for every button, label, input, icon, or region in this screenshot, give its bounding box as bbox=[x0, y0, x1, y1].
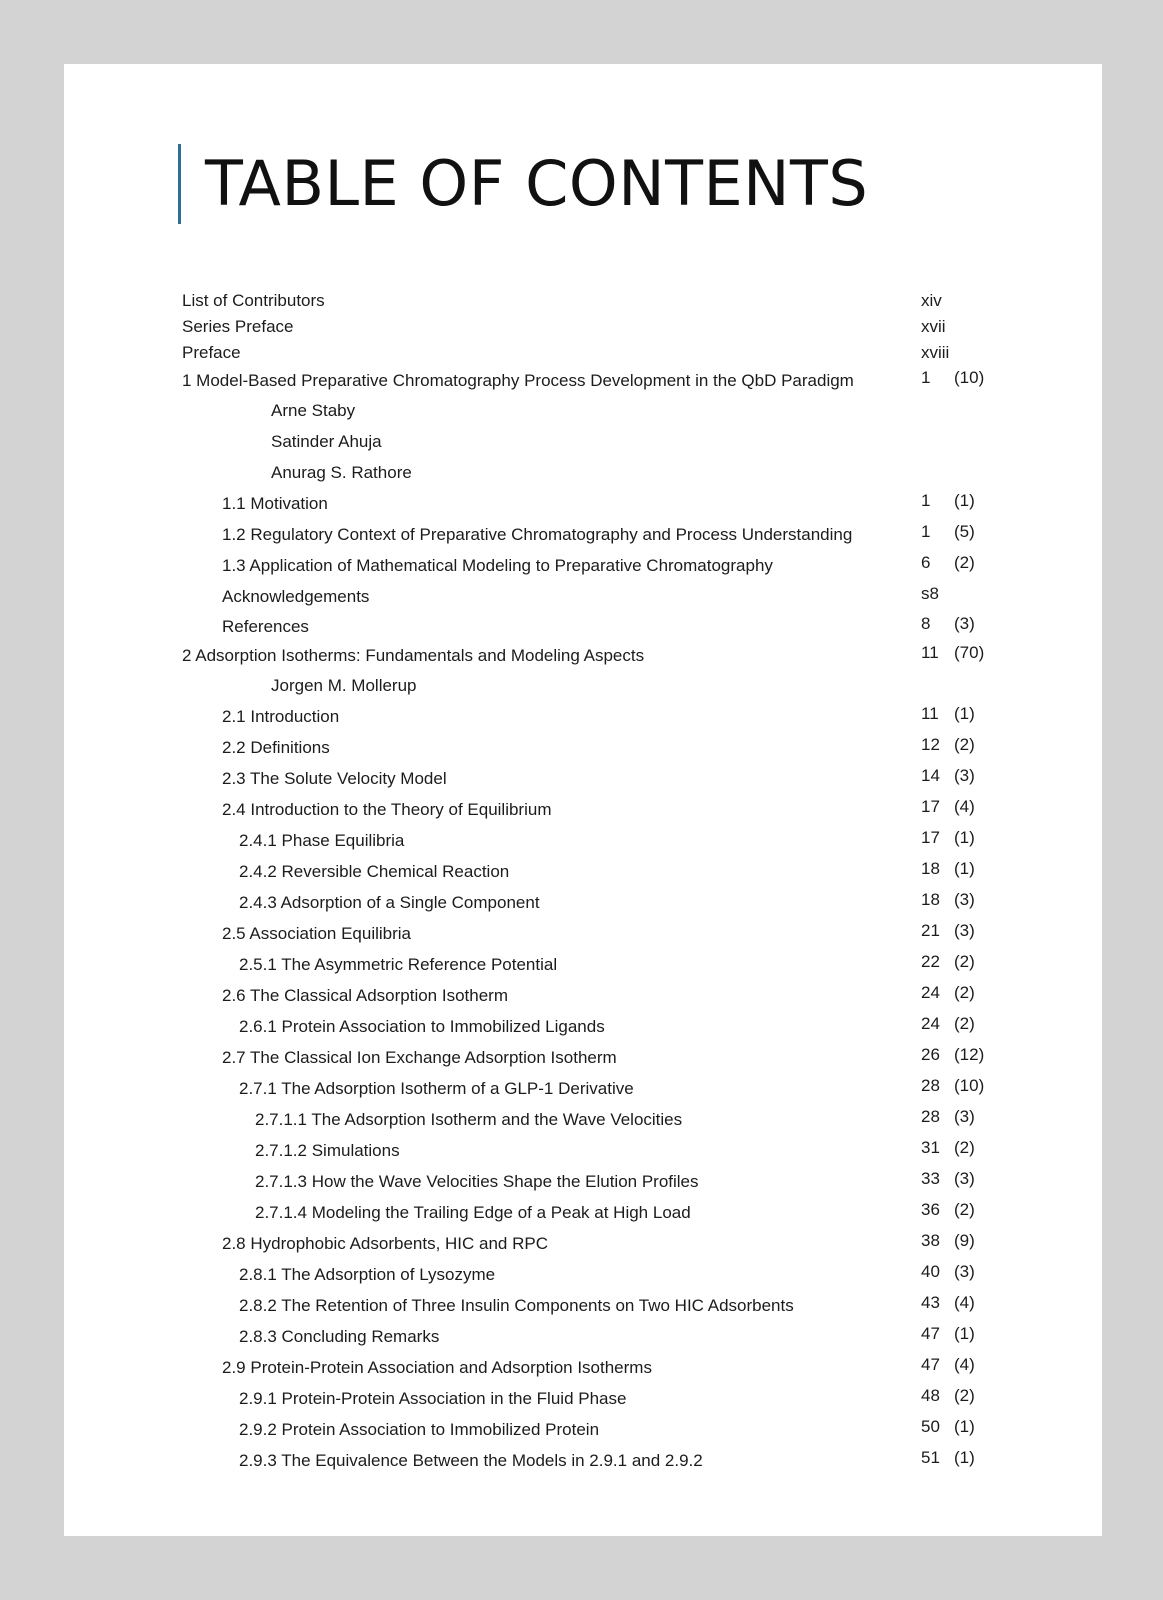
toc-entry[interactable] bbox=[182, 1383, 1062, 1414]
toc-page-number: 11 bbox=[921, 643, 939, 662]
toc-page-number: 43 bbox=[921, 1293, 940, 1312]
toc-entry-title: Acknowledgements bbox=[222, 587, 370, 606]
toc-page-number: 18 bbox=[921, 859, 940, 878]
toc-entry[interactable] bbox=[182, 918, 1062, 949]
toc-entry-title: Anurag S. Rathore bbox=[271, 463, 412, 482]
toc-entry[interactable] bbox=[182, 980, 1062, 1011]
toc-page-count: (4) bbox=[954, 1293, 975, 1312]
toc-page-number: 14 bbox=[921, 766, 940, 785]
toc-page-number: s8 bbox=[921, 584, 939, 603]
toc-entry-title: 2.9.3 The Equivalence Between the Models in 2.9.1 and 2.9.2 bbox=[239, 1451, 703, 1470]
toc-page-count: (12) bbox=[954, 1045, 985, 1064]
toc-page-number: 1 bbox=[921, 491, 931, 510]
toc-entry[interactable] bbox=[182, 1259, 1062, 1290]
toc-entry-title: 2.7 The Classical Ion Exchange Adsorption Isotherm bbox=[222, 1048, 617, 1067]
title-block bbox=[178, 144, 868, 224]
toc-entry[interactable] bbox=[182, 519, 1062, 550]
toc-entry-title: List of Contributors bbox=[182, 291, 325, 310]
toc-page-number: 28 bbox=[921, 1107, 940, 1126]
toc-page-count: (3) bbox=[954, 766, 975, 785]
toc-entry[interactable] bbox=[182, 1104, 1062, 1135]
toc-entry-title: 2.8.2 The Retention of Three Insulin Components on Two HIC Adsorbents bbox=[239, 1296, 794, 1315]
toc-entry-title: Series Preface bbox=[182, 317, 294, 336]
toc-page-number: 47 bbox=[921, 1324, 940, 1343]
toc-entry-title: 2.7.1.4 Modeling the Trailing Edge of a Peak at High Load bbox=[255, 1203, 691, 1222]
toc-entry-title: Arne Staby bbox=[271, 401, 356, 420]
toc-entry-title: 2.5.1 The Asymmetric Reference Potential bbox=[239, 955, 558, 974]
toc-page-number: 40 bbox=[921, 1262, 940, 1281]
toc-entry[interactable] bbox=[182, 701, 1062, 732]
toc-page-number: 8 bbox=[921, 614, 931, 633]
toc-entry[interactable] bbox=[182, 641, 1062, 670]
toc-page-number: 6 bbox=[921, 553, 931, 572]
toc-entry-title: 2.8 Hydrophobic Adsorbents, HIC and RPC bbox=[222, 1234, 549, 1253]
toc-entry-title: 2.3 The Solute Velocity Model bbox=[222, 769, 447, 788]
toc-page-count: (1) bbox=[954, 704, 975, 723]
toc-entry[interactable] bbox=[182, 488, 1062, 519]
toc-page-number: 24 bbox=[921, 1014, 940, 1033]
toc-page-count: (4) bbox=[954, 1355, 975, 1374]
toc-page-count: (1) bbox=[954, 828, 975, 847]
toc-entry-title: Satinder Ahuja bbox=[271, 432, 382, 451]
toc-page-count: (2) bbox=[954, 1200, 975, 1219]
toc-page-count: (1) bbox=[954, 1324, 975, 1343]
toc-entry[interactable] bbox=[182, 1166, 1062, 1197]
toc-entry-title: 2.9 Protein-Protein Association and Adsorption Isotherms bbox=[222, 1358, 652, 1377]
toc-entry-title: 2.4.1 Phase Equilibria bbox=[239, 831, 405, 850]
toc-entry-title: 2.4.2 Reversible Chemical Reaction bbox=[239, 862, 510, 881]
table-of-contents bbox=[182, 288, 1062, 1476]
toc-page-count: (70) bbox=[954, 643, 985, 662]
toc-entry-title: 2.9.2 Protein Association to Immobilized Protein bbox=[239, 1420, 600, 1439]
toc-page-count: (3) bbox=[954, 1169, 975, 1188]
toc-page-count: (3) bbox=[954, 921, 975, 940]
toc-entry[interactable] bbox=[182, 366, 1062, 395]
toc-entry-title: 2.7.1.3 How the Wave Velocities Shape the Elution Profiles bbox=[255, 1172, 699, 1191]
toc-page-count: (10) bbox=[954, 368, 985, 387]
toc-entry-title: 2.9.1 Protein-Protein Association in the Fluid Phase bbox=[239, 1389, 627, 1408]
toc-page-number: 50 bbox=[921, 1417, 940, 1436]
toc-page-count: (2) bbox=[954, 1138, 975, 1157]
toc-entry-title: Jorgen M. Mollerup bbox=[271, 676, 417, 695]
toc-entry[interactable] bbox=[182, 612, 1062, 641]
toc-page-number: 51 bbox=[921, 1448, 940, 1467]
toc-page-count: (3) bbox=[954, 1262, 975, 1281]
toc-entry[interactable] bbox=[182, 763, 1062, 794]
toc-entry[interactable] bbox=[182, 314, 1062, 340]
toc-page-count: (9) bbox=[954, 1231, 975, 1250]
toc-page-number: 28 bbox=[921, 1076, 940, 1095]
toc-page-number: xvii bbox=[921, 317, 946, 336]
toc-author[interactable] bbox=[182, 457, 1062, 488]
toc-entry-title: 1.3 Application of Mathematical Modeling to Preparative Chromatography bbox=[222, 556, 773, 575]
toc-entry[interactable] bbox=[182, 550, 1062, 581]
toc-author[interactable] bbox=[182, 426, 1062, 457]
toc-entry[interactable] bbox=[182, 887, 1062, 918]
toc-entry-title: 2.7.1 The Adsorption Isotherm of a GLP-1 Derivative bbox=[239, 1079, 634, 1098]
page-title: TABLE OF CONTENTS bbox=[205, 147, 869, 220]
toc-page-number: 31 bbox=[921, 1138, 940, 1157]
toc-entry-title: 2.7.1.2 Simulations bbox=[255, 1141, 400, 1160]
toc-page-count: (1) bbox=[954, 1417, 975, 1436]
toc-entry-title: 2.4.3 Adsorption of a Single Component bbox=[239, 893, 540, 912]
toc-entry-title: 2.8.3 Concluding Remarks bbox=[239, 1327, 440, 1346]
toc-page-count: (2) bbox=[954, 983, 975, 1002]
toc-page-count: (3) bbox=[954, 1107, 975, 1126]
toc-page-count: (1) bbox=[954, 1448, 975, 1467]
toc-page-number: 11 bbox=[921, 704, 939, 723]
toc-page-number: 48 bbox=[921, 1386, 940, 1405]
toc-page-count: (2) bbox=[954, 553, 975, 572]
toc-entry[interactable] bbox=[182, 288, 1062, 314]
toc-entry[interactable] bbox=[182, 1414, 1062, 1445]
toc-page-count: (1) bbox=[954, 491, 975, 510]
toc-page-number: 21 bbox=[921, 921, 940, 940]
toc-entry-title: 2.6.1 Protein Association to Immobilized Ligands bbox=[239, 1017, 605, 1036]
toc-page-count: (2) bbox=[954, 1386, 975, 1405]
toc-entry[interactable] bbox=[182, 1011, 1062, 1042]
toc-page-number: 18 bbox=[921, 890, 940, 909]
toc-entry-title: 2.2 Definitions bbox=[222, 738, 330, 757]
toc-page-count: (1) bbox=[954, 859, 975, 878]
toc-entry[interactable] bbox=[182, 1352, 1062, 1383]
toc-author[interactable] bbox=[182, 395, 1062, 426]
toc-entry-title: 2 Adsorption Isotherms: Fundamentals and Modeling Aspects bbox=[182, 646, 645, 665]
toc-page-number: 36 bbox=[921, 1200, 940, 1219]
toc-entry[interactable] bbox=[182, 1197, 1062, 1228]
toc-entry[interactable] bbox=[182, 1445, 1062, 1476]
toc-page-count: (4) bbox=[954, 797, 975, 816]
toc-entry[interactable] bbox=[182, 825, 1062, 856]
toc-page-number: 17 bbox=[921, 828, 940, 847]
toc-author[interactable] bbox=[182, 670, 1062, 701]
toc-page-number: 17 bbox=[921, 797, 940, 816]
toc-entry[interactable] bbox=[182, 1228, 1062, 1259]
toc-page-number: 24 bbox=[921, 983, 940, 1002]
toc-entry[interactable] bbox=[182, 581, 1062, 612]
toc-page-number: 26 bbox=[921, 1045, 940, 1064]
toc-entry[interactable] bbox=[182, 732, 1062, 763]
toc-page-count: (2) bbox=[954, 952, 975, 971]
toc-page-number: 12 bbox=[921, 735, 940, 754]
toc-entry-title: 1 Model-Based Preparative Chromatography Process Development in the QbD Paradigm bbox=[182, 371, 854, 390]
toc-entry[interactable] bbox=[182, 1321, 1062, 1352]
toc-page-number: 47 bbox=[921, 1355, 940, 1374]
toc-entry-title: 2.5 Association Equilibria bbox=[222, 924, 412, 943]
toc-entry-title: References bbox=[222, 617, 309, 636]
toc-entry-title: 2.1 Introduction bbox=[222, 707, 340, 726]
toc-page-number: 38 bbox=[921, 1231, 940, 1250]
toc-entry-title: 2.6 The Classical Adsorption Isotherm bbox=[222, 986, 508, 1005]
toc-page-number: 22 bbox=[921, 952, 940, 971]
toc-entry-title: 1.1 Motivation bbox=[222, 494, 328, 513]
toc-entry[interactable] bbox=[182, 949, 1062, 980]
toc-entry[interactable] bbox=[182, 1290, 1062, 1321]
toc-entry[interactable] bbox=[182, 856, 1062, 887]
toc-page-number: 1 bbox=[921, 522, 931, 541]
toc-entry-title: Preface bbox=[182, 343, 241, 362]
toc-entry[interactable] bbox=[182, 1135, 1062, 1166]
toc-page-number: 33 bbox=[921, 1169, 940, 1188]
toc-entry[interactable] bbox=[182, 1042, 1062, 1073]
toc-entry-title: 2.4 Introduction to the Theory of Equilibrium bbox=[222, 800, 552, 819]
toc-page-count: (5) bbox=[954, 522, 975, 541]
toc-page-count: (3) bbox=[954, 614, 975, 633]
toc-page-count: (2) bbox=[954, 1014, 975, 1033]
toc-page-number: xviii bbox=[921, 343, 950, 362]
toc-page-count: (3) bbox=[954, 890, 975, 909]
toc-page-number: 1 bbox=[921, 368, 931, 387]
toc-page-count: (2) bbox=[954, 735, 975, 754]
toc-entry-title: 2.8.1 The Adsorption of Lysozyme bbox=[239, 1265, 496, 1284]
toc-entry[interactable] bbox=[182, 1073, 1062, 1104]
document-page bbox=[64, 64, 1102, 1536]
toc-entry-title: 1.2 Regulatory Context of Preparative Chromatography and Process Understanding bbox=[222, 525, 853, 544]
toc-page-number: xiv bbox=[921, 291, 942, 310]
toc-entry[interactable] bbox=[182, 794, 1062, 825]
toc-page-count: (10) bbox=[954, 1076, 985, 1095]
toc-entry-title: 2.7.1.1 The Adsorption Isotherm and the Wave Velocities bbox=[255, 1110, 683, 1129]
